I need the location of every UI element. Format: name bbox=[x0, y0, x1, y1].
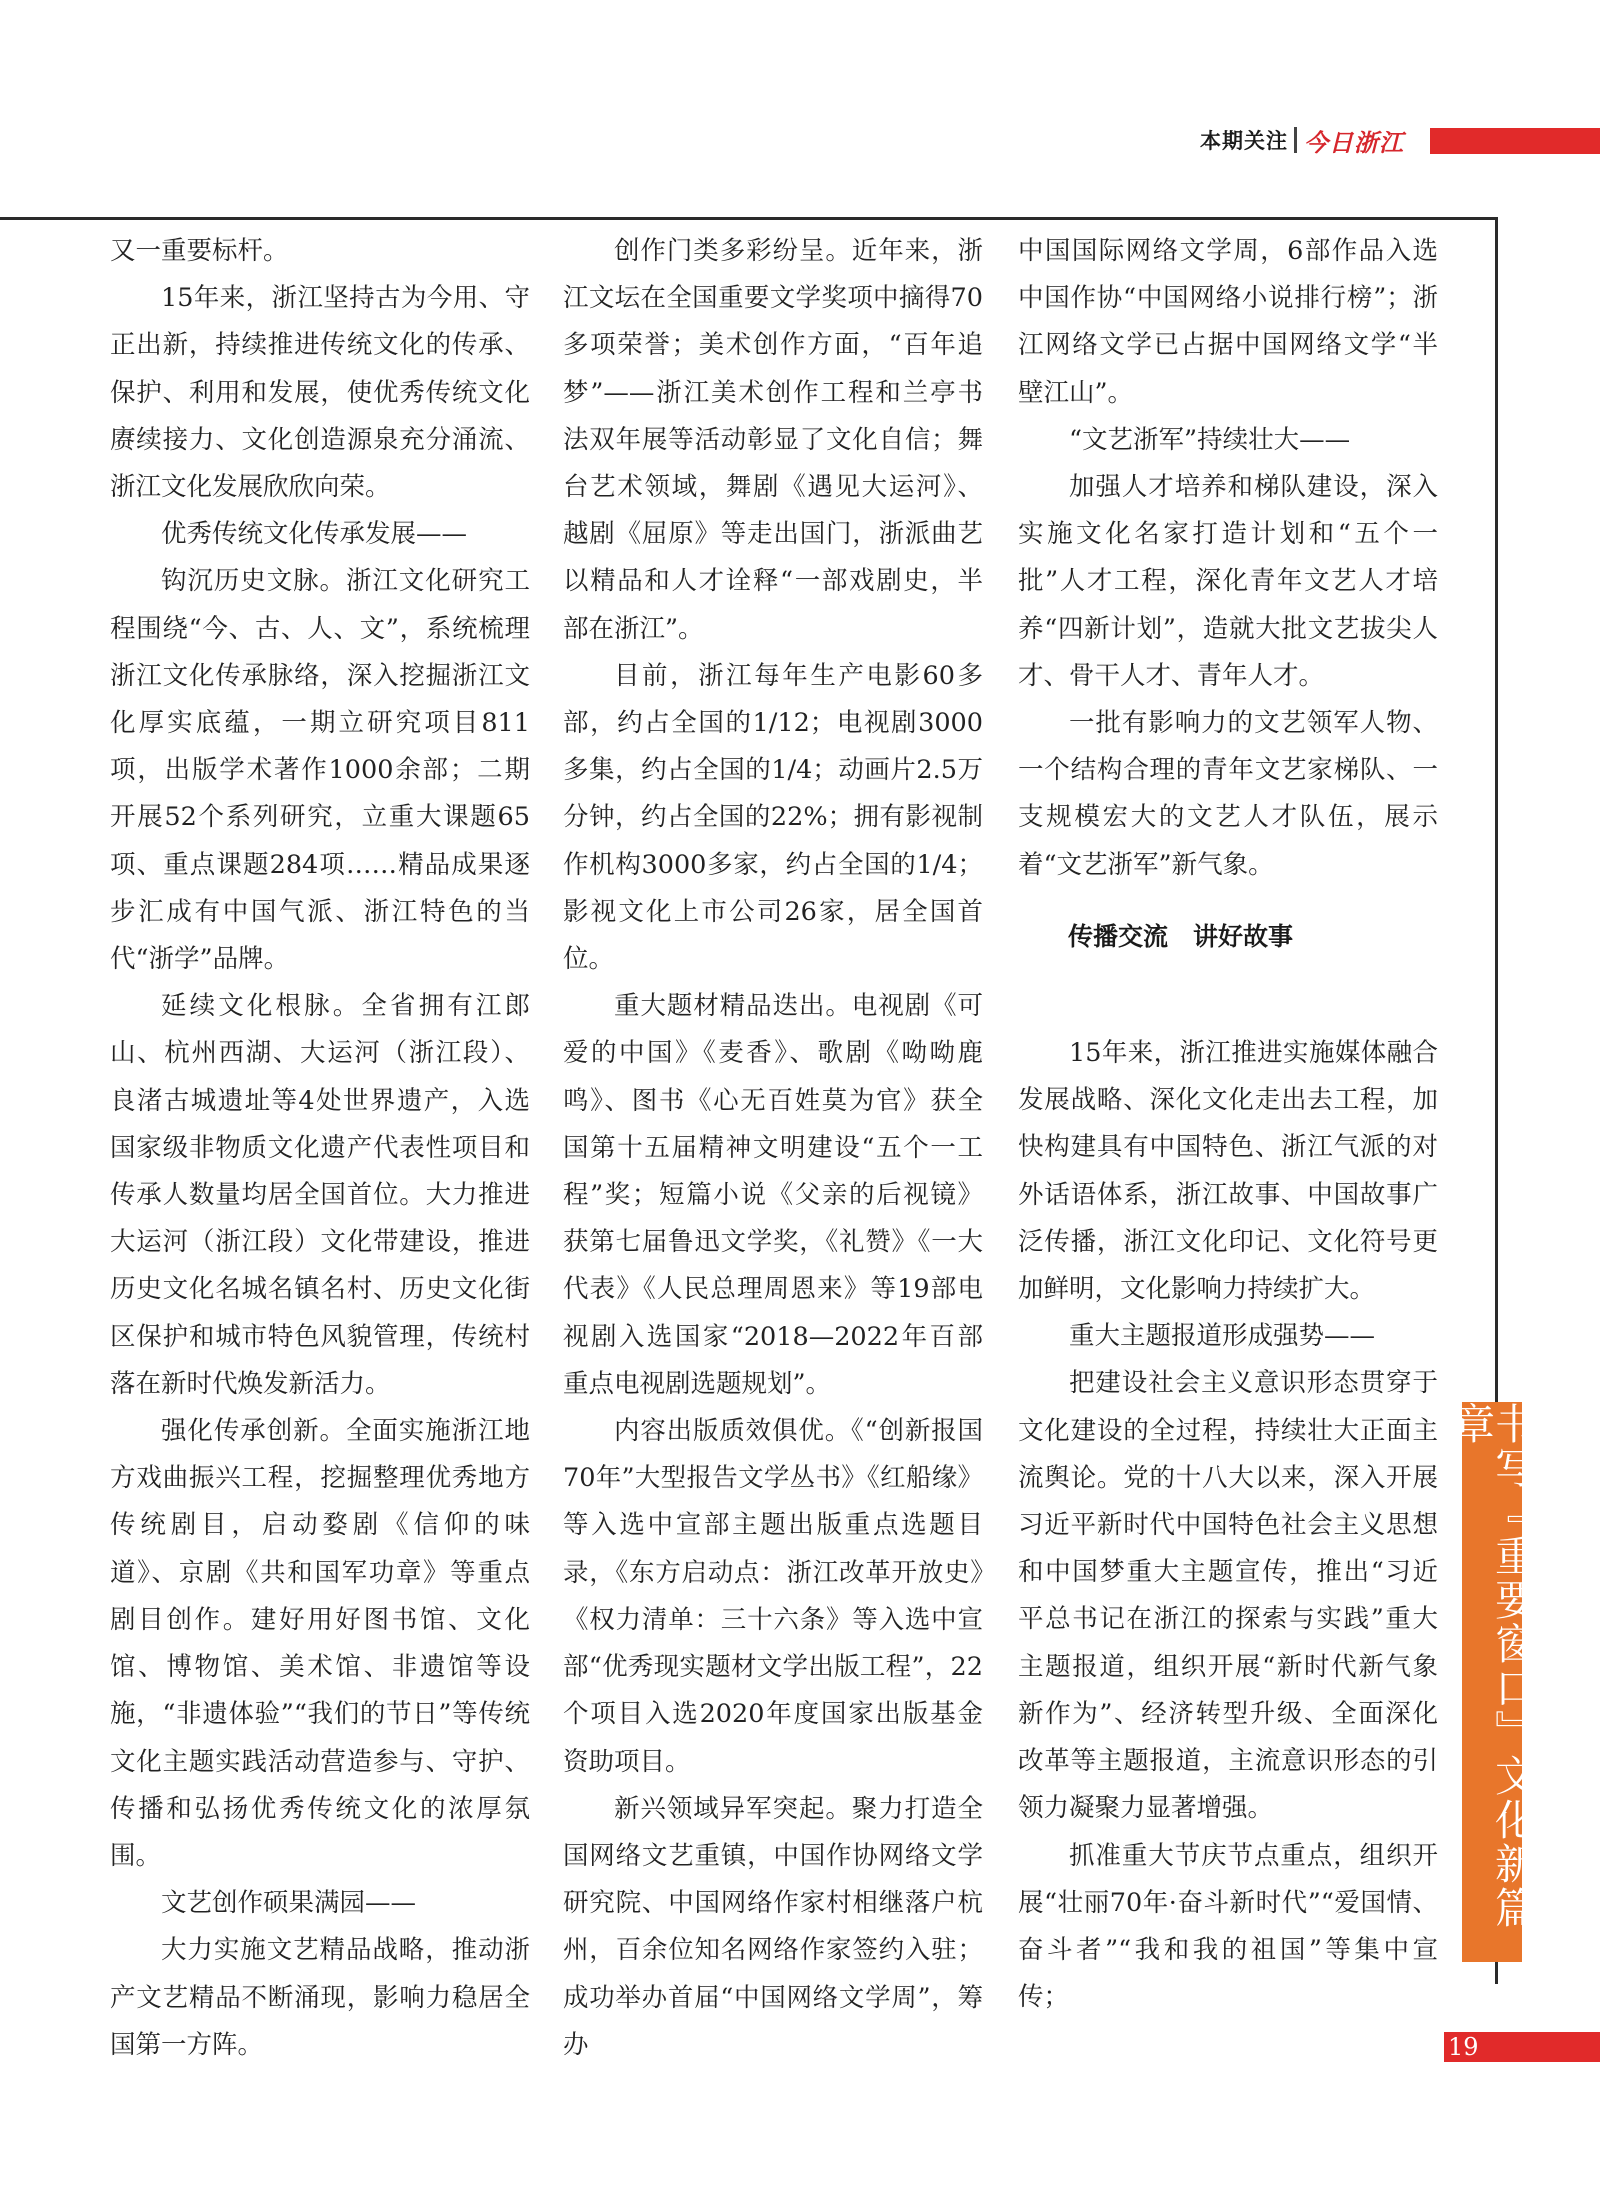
paragraph: 又一重要标杆。 bbox=[110, 236, 289, 266]
paragraph: 强化传承创新。全面实施浙江地方戏曲振兴工程，挖掘整理优秀地方传统剧目，启动婺剧《信仰的味道》、京剧《共和国军功章》等重点剧目创作。建好用好图书馆、文化馆、博物馆、美术馆、非遗馆等设施，“非遗体验”“我们的节日”等传统文化主题实践活动营造参与、守护、传播和弘扬优秀传统文化的浓厚氛围。 bbox=[110, 1416, 530, 1871]
paragraph: 创作门类多彩纷呈。近年来，浙江文坛在全国重要文学奖项中摘得70多项荣誉；美术创作方面，“百年追梦”——浙江美术创作工程和兰亭书法双年展等活动彰显了文化自信；舞台艺术领域，舞剧《遇见大运河》、越剧《屈原》等走出国门，浙派曲艺以精品和人才诠释“一部戏剧史，半部在浙江”。 bbox=[563, 236, 983, 644]
page-header bbox=[1200, 125, 1404, 155]
subheading: 重大主题报道形成强势—— bbox=[1069, 1321, 1376, 1352]
publication-logo: 今日浙江 bbox=[1304, 127, 1404, 157]
header-accent-bar bbox=[1430, 128, 1600, 154]
paragraph: 15年来，浙江坚持古为今用、守正出新，持续推进传统文化的传承、保护、利用和发展，使优秀传统文化赓续接力、文化创造源泉充分涌流、浙江文化发展欣欣向荣。 bbox=[110, 283, 530, 503]
page-number: 19 bbox=[1448, 2033, 1479, 2061]
paragraph: 重大题材精品迭出。电视剧《可爱的中国》《麦香》、歌剧《呦呦鹿鸣》、图书《心无百姓莫为官》获全国第十五届精神文明建设“五个一工程”奖；短篇小说《父亲的后视镜》获第七届鲁迅文学奖，《礼赞》《一大代表》《人民总理周恩来》等19部电视剧入选国家“2018—2022年百部重点电视剧选题规划”。 bbox=[563, 991, 983, 1399]
article-column-3 bbox=[1018, 228, 1438, 2021]
paragraph: 把建设社会主义意识形态贯穿于文化建设的全过程，持续壮大正面主流舆论。党的十八大以来，深入开展习近平新时代中国特色社会主义思想和中国梦重大主题宣传，推出“习近平总书记在浙江的探索与实践”重大主题报道，组织开展“新时代新气象新作为”、经济转型升级、全面深化改革等主题报道，主流意识形态的引领力凝聚力显著增强。 bbox=[1018, 1368, 1438, 1824]
side-title-band bbox=[1447, 1402, 1538, 1962]
subheading: “文艺浙军”持续壮大—— bbox=[1069, 424, 1351, 455]
paragraph: 目前，浙江每年生产电影60多部，约占全国的1/12；电视剧3000多集，约占全国的1/4；动画片2.5万分钟，约占全国的22%；拥有影视制作机构3000多家，约占全国的1/4；影视文化上市公司26家，居全国首位。 bbox=[563, 660, 983, 975]
subheading: 优秀传统文化传承发展—— bbox=[161, 519, 468, 550]
subheading: 文艺创作硕果满园—— bbox=[161, 1888, 417, 1919]
paragraph: 内容出版质效俱优。《“创新报国70年”大型报告文学丛书》《红船缘》等入选中宣部主题出版重点选题目录，《东方启动点：浙江改革开放史》《权力清单：三十六条》等入选中宣部“优秀现实题材文学出版工程”，22个项目入选2020年度国家出版基金资助项目。 bbox=[563, 1416, 983, 1777]
paragraph: 大力实施文艺精品战略，推动浙产文艺精品不断涌现，影响力稳居全国第一方阵。 bbox=[110, 1935, 530, 2060]
paragraph: 延续文化根脉。全省拥有江郎山、杭州西湖、大运河（浙江段）、良渚古城遗址等4处世界遗产，入选国家级非物质文化遗产代表性项目和传承人数量均居全国首位。大力推进大运河（浙江段）文化带建设，推进历史文化名城名镇名村、历史文化街区保护和城市特色风貌管理，传统村落在新时代焕发新活力。 bbox=[110, 991, 530, 1399]
paragraph: 钩沉历史文脉。浙江文化研究工程围绕“今、古、人、文”，系统梳理浙江文化传承脉络，深入挖掘浙江文化厚实底蕴，一期立研究项目811项，出版学术著作1000余部；二期开展52个系列研究，立重大课题65项、重点课题284项……精品成果逐步汇成有中国气派、浙江特色的当代“浙学”品牌。 bbox=[110, 566, 530, 975]
paragraph: 一批有影响力的文艺领军人物、一个结构合理的青年文艺家梯队、一支规模宏大的文艺人才队伍，展示着“文艺浙军”新气象。 bbox=[1018, 708, 1438, 880]
paragraph: 抓准重大节庆节点重点，组织开展“壮丽70年·奋斗新时代”“爱国情、奋斗者”“我和我的祖国”等集中宣传； bbox=[1018, 1840, 1438, 2013]
paragraph: 15年来，浙江推进实施媒体融合发展战略、深化文化走出去工程，加快构建具有中国特色、浙江气派的对外话语体系，浙江故事、中国故事广泛传播，浙江文化印记、文化符号更加鲜明，文化影响力持续扩大。 bbox=[1018, 1038, 1438, 1305]
paragraph: 新兴领域异军突起。聚力打造全国网络文艺重镇，中国作协网络文学研究院、中国网络作家村相继落户杭州，百余位知名网络作家签约入驻；成功举办首届“中国网络文学周”，筹办 bbox=[563, 1793, 983, 2060]
top-rule bbox=[0, 217, 1498, 220]
section-heading: 传播交流 讲好故事 bbox=[1068, 921, 1294, 951]
side-title: 书写『重要窗口』文化新篇章 bbox=[1447, 1402, 1538, 1930]
paragraph: 加强人才培养和梯队建设，深入实施文化名家打造计划和“五个一批”人才工程，深化青年文艺人才培养“四新计划”，造就大批文艺拔尖人才、骨干人才、青年人才。 bbox=[1018, 472, 1438, 691]
header-divider bbox=[1294, 127, 1297, 153]
section-label: 本期关注 bbox=[1200, 129, 1288, 153]
article-column-2 bbox=[563, 228, 983, 2069]
article-column-1 bbox=[110, 228, 530, 2069]
paragraph: 中国国际网络文学周，6部作品入选中国作协“中国网络小说排行榜”；浙江网络文学已占据中国网络文学“半壁江山”。 bbox=[1018, 236, 1438, 408]
